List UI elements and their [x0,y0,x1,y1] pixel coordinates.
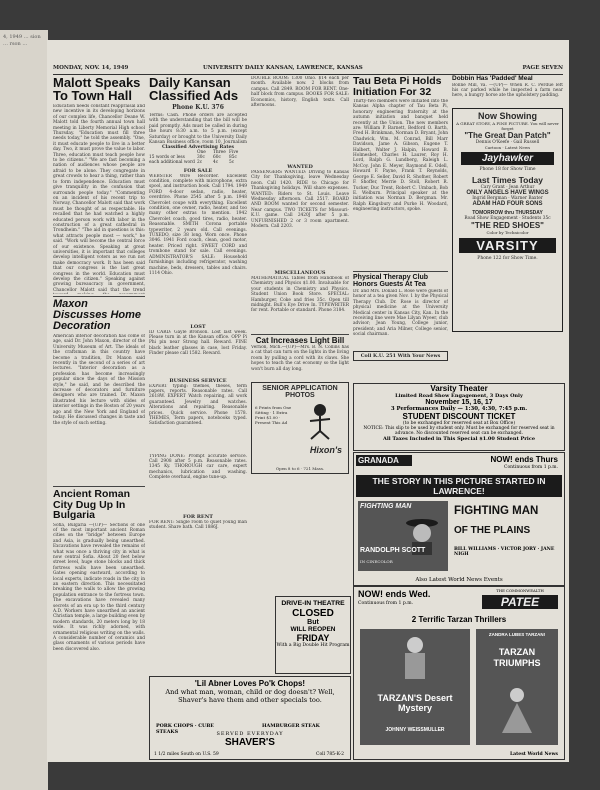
varsity-title: Varsity Theater [430,384,488,393]
classified-title: Daily Kansan Classified Ads [149,75,239,103]
granada-news: Also Latest World News Events [415,577,503,583]
granada-logo: GRANADA [356,455,412,466]
article-therapy-club: Dr. and Mrs. Donald L. Rose were guests of honor at a tea given Nov. 1 by the Physical Therapy Club. Dr. Rose is director of physical medicine at the University Medical center in Kansas City, Kan. In the receiving line were Mae Lilyan Wyeer, club advisor; Jean Young, College junior, president; and Aria Milner, College senior, social chairman. [353,289,448,338]
tarzan-triumphs-poster [476,629,558,745]
for-sale-ads: WEBSTER Wire Recorder. Excellent condition, complete with microphone, extra spool, and instruction book. Call 1794. 1949 FORD 4-door sedan, radio, heater, overdrive. Phone 2545 after 5 p.m. 1948 Chevrolet coupe with everything. Excellent condition, one owner, radio, heater, and too many other extras to mention. 1942 Chevrolet coach, good tires, radio, heater. Reasonable. SMITH Corona portable typewriter, 2 years old. Call evenings. TUXEDO, size 38 long. Worn once. Phone 3046. 1941 Ford coach, clean, good motor, heater. Priced right. SWEET CORD and trombone stand for sale. Call evenings. ADMINISTRATOR'S SALE: Household furnishings including refrigerator, washing machine, beds, dressers, tables and chairs. 1114 Ohio. [149,173,247,276]
header-page: PAGE SEVEN [522,65,563,71]
shaver-headline: 'Lil Abner Loves Po'k Chops! [194,679,306,688]
shaver-logo: SHAVER'S [225,737,275,748]
jungle-figure-icon [492,685,542,735]
business-ads: EXPERT typing: themes, theses, term papers, reports. Reasonable rates. Call 2618W. EXPERT Watch repairing, all work guaranteed. Jewelry and watches. Alterations and repairing. Reasonable prices. Quick service. Phone 1578. THEMES, Term papers, notebooks typed. Satisfaction guaranteed. [149,383,247,427]
shaver-phone: Coll 785-K-2 [316,752,344,757]
film-adam: ADAM HAD FOUR SONS [472,200,543,207]
headline-cat: Cat Increases Light Bill [255,336,345,345]
column-3 [251,76,349,474]
film-dan-patch: "The Great Dan Patch" [464,130,551,140]
newspaper-page [47,40,569,762]
article-maxon: American interior decoration has come of age, said Dr. John Maxon, director of the University Museum of Art. The ideals of the craftsman in this country have become a tradition, Dr. Maxon said recently in the second of a series of art lectures. "Interior decoration as a profession has become increasingly popular since the days of the Mission style," he said, and he described the increase of decorators and furniture designers who are trained. Dr. Maxon illustrated his lecture with slides of interior settings in the Boston of 20 years ago and the New York and England of today. He discussed changes in taste and the style of such setting. [53,334,145,426]
column-5 [452,76,563,332]
headline-therapy-club: Physical Therapy Club Honors Guests At Tea [353,274,429,288]
wanted-ads: PASSENGERS WANTED: Driving to Kansas City for Thanksgiving, leave Wednesday noon. Call 1420. RIDE to Chicago for Thanksgiving holidays. Will share expenses. WANTED: Riders to St. Louis. Leave Wednesday afternoon. Call 2517. BOARD AND ROOM wanted for second semester. Near campus. TWO TICKETS for Missouri-K.U. game. Call 2420J after 5 p.m. UNFURNISHED 2 or 3 room apartment. Modern. Call 2203. [251,170,349,230]
ticket-notice: NOTICE: This slip to be used by student only. Must be exchanged for reserved seat in advance. No discounted reserved seat can be exchanged. [363,426,555,436]
article-malott: Education needs constant reappraisal and new incentive in its developing horizons of our complex life, Chancellor Deane W. Malott told the fourth annual town hall meeting in Liberty Memorial High school Thursday. "Education must fill three needs today," he told the assembly. "One, it must educate people to live in a better day. Two, it must prove the value to labor. Three, education must teach people how to be citizens." "We are fast becoming a nation of audiences whose people are afraid to be alone. They congregate in great crowds to hear a thing, rather than to form independence. Education must give tranquility in the confusion that surrounds people today." "Commenting on an incident of his recent trip to Norway, Chancellor Malott said that work must be thought of as respectable. He recalled that he had watched a highly educated person work with labor in the construction of a great cathedral in Trondheim." "The aid in questions is this: what attracts people most — work," he said. "Work will become the central force of our existence. Speaking at great universities, it is important that colleges develop intelligent voters as we run not make democracy work. It has been said that our congress is the last great congress in the world. Education must develop the citizen." Speaking against growing bureaucracy in government, Chancellor Malott said that the trend [53,104,145,293]
section-for-sale: FOR SALE [183,167,213,174]
rent-ads: FOR RENT: Single room to quiet young man student. Share bath. Call 1886J. [149,519,247,531]
section-misc: MISCELLANEOUS [274,270,326,276]
granada-cast: BILL WILLIAMS · VICTOR JORY · JANE NIGH [454,547,555,557]
drive-in-closed: CLOSED [292,608,334,619]
headline-roman-city: Ancient Roman City Dug Up In Bulgaria [53,488,131,521]
article-roman-city: Sofia, Bulgaria —(UP)— Sections of one of the most important ancient Roman cities on the "bridge" between Europe and Asia, is gradually being unearthed. Excavations have revealed the remains of what was once a thriving city in what is now central Sofia. About 20 feet below street level, huge stone blocks and thick fortress walls have been unearthed. Gates opening eastward, according to local experts, indicate roads in the city in an eastern direction. This necessitated breaking the walls to allow the growing population entrance to the fortress town. The excavations have revealed many secrets of an era up to the third century A.D. Workers have unearthed an ancient Christian temple, a large building even by modern standards, 20 meters long by 18 wide. It was richly adorned, with ornamental religious writing on the walls. A considerable number of ceramics and glass ornaments of various periods have been discovered also. [53,522,145,652]
header-date: MONDAY, NOV. 14, 1949 [53,65,129,71]
varsity-phone: Phone 122 for Show Time. [477,255,538,261]
poster-scott: RANDOLPH SCOTT [360,547,426,554]
discount-ticket: STUDENT DISCOUNT TICKET [402,412,516,421]
poster-weissmuller: JOHNNY WEISSMULLER [385,727,445,733]
angels-stars: Cary Grant · Jean Arthur [480,184,535,190]
section-for-rent: FOR RENT [182,513,214,520]
typing-ads: TYPING DONE: Prompt accurate service. Call 2908 after 5 p.m. Reasonable rates. 1345 Ky. THOROUGH car care, expert mechanics, lubrication and washing. Complete overhaul, engine tune-up. [149,453,247,481]
patee-now: NOW! ends Wed. [358,589,431,599]
headline-tau-beta-pi: Tau Beta Pi Holds Initiation For 32 [353,75,442,98]
ticket-tax: All Taxes Included in This Special $1.00 Student Price [382,436,536,442]
shaver-item-hamburger: HAMBURGER STEAK [262,723,320,729]
granada-now: NOW! ends Thurs [490,455,558,464]
headline-maxon: Maxon Discusses Home Decoration [53,298,142,332]
hixon-title: SENIOR APPLICATION PHOTOS [262,385,338,399]
rates-row: 15 words or less 30c 60c 85c [149,155,237,161]
tomorrow-line: TOMORROW thru THURSDAY [472,209,543,216]
lost-ads: ID CARD: Gayle Bronson. Lost last week. Please turn in at the Kansan office. OPP Pi Phi pin near Strong hall. Reward. FINE black leather glasses in case, lost Friday. Finder please call 1582. Reward. [149,329,247,357]
ad-jayhawker-varsity [452,108,563,332]
classified-terms: Terms: Cash. Phone orders are accepted with the understanding that the bill will be paid promptly. Ads must be called in during the hours 8:30 a.m. to 5 p.m. (except Saturday) or brought to the University Daily Kansan Business office, room 10, Journalism [149,113,247,145]
granada-continuous: Continuous from 1 p.m. [504,465,558,470]
drive-in-program: With a Big Double Hit Program [276,643,350,648]
rates-header: One Three Five [197,150,239,155]
shaver-item-pork: PORK CHOPS · CUBE STEAKS [156,723,214,735]
varsity-discount-ticket [353,383,565,451]
tarzan-headline: 2 Terrific Tarzan Thrillers [411,615,507,624]
hixon-sub: 6 Prints from One Sitting · 1 Extra Print $1.00 · Present This Ad [255,405,292,425]
article-dobbin: Bonne Mill, Va. —(UP)— When R. C. Perdue left his car parked while he inspected a farm near here, a hungry horse ate the upholstery padding. [452,82,563,99]
film-only-angels: ONLY ANGELS HAVE WINGS [466,189,549,196]
film-fighting-man: FIGHTING MAN [454,505,539,517]
ad-shavers [149,676,351,760]
ad-patee [353,586,565,760]
cartoon-news: Cartoon · Latest News [484,144,531,150]
technicolor-line: Color by Technicolor [486,229,529,235]
article-cat: Vernon, Mich.—(UP)—Mrs. B. N. Collins has a cat that can turn on the lights in the living room by pulling a cord with its claws. She hopes to teach the cat economy so the light won't burn all day long. [251,345,349,372]
drive-in-reopen: WILL REOPEN [290,626,336,633]
patee-sub: THE COMMONWEALTH [496,588,544,593]
last-times-today: Last Times Today [471,174,543,185]
tarzan-figure-icon [385,635,445,685]
varsity-dates: November 15, 16, 17 [425,399,493,406]
section-business: BUSINESS SERVICE [169,377,227,384]
hixon-foot: Open 8 to 6 · 721 Mass. [275,466,325,471]
news-tip-line: Coll K.U. 251 With Your News [353,351,448,361]
student-cartoon-icon [296,401,344,441]
rates-row: each additional word 2c 4c 5c [149,160,235,166]
classified-phone: Phone K.U. 376 [172,104,224,111]
now-sub: A GREAT STORY, A FINE PICTURE. You will never forget [456,120,559,131]
granada-story: THE STORY IN THIS PICTURE STARTED IN LAWRENCE! [356,475,562,497]
poster-fighting: FIGHTING MAN [360,503,412,510]
section-lost: LOST [190,323,206,330]
patee-news: Latest World News [509,752,558,757]
ad-hixons [251,382,349,474]
shaver-address: 1 1/2 miles South on U.S. 59 [154,752,219,757]
shaver-served: SERVED EVERYDAY [216,731,284,737]
shaver-copy: And what man, woman, child or dog doesn't? Well, Shaver's have them and other specials too. [165,688,335,704]
ticket-sub: (to be exchanged for reserved seat at Box Office) [402,421,516,426]
poster-desert-title: TARZAN'S Desert Mystery [377,693,453,713]
patee-continuous: Continuous from 1 p.m. [358,601,414,606]
adjacent-page-binding [0,30,48,790]
headline-malott: Malott Speaks To Town Hall [53,75,141,103]
drive-in-but: But [307,619,319,626]
drive-in-title: DRIVE-IN THEATRE [281,600,345,607]
misc-ads: MATHEMATICAL Tables from Handbook of Chemistry and Physics $1.00. Invaluable for your students in Chemistry and Physics. Student Union Book Store. SPECIAL: Hamburger, Coke and fries 35c. Open till midnight. Bull's Eye Drive In. TYPEWRITER for rent. Portable or standard. Phone 3184. [251,276,349,314]
adam-stars: Ingrid Bergman · Warner Baxter [472,195,543,201]
hixon-logo: Hixon's [309,445,342,455]
rooms-ads: DOUBLE ROOM: 1300 Ohio. $14 each per month. Available now. 2 blocks from campus. Call 2849. ROOM FOR RENT. One-half block from campus. BOOKS FOR SALE: Economics, history, English texts. Call afternoons. [251,76,349,109]
header-paper: UNIVERSITY DAILY KANSAN, LAWRENCE, KANSAS [203,65,363,71]
column-4 [353,76,448,361]
tarzan-desert-poster [360,629,470,745]
article-tau-beta-pi: Thirty-two members were initiated into the Kansas Alpha chapter of Tau Beta Pi, honorary engineering fraternity at the autumn initiation and banquet held recently at the Union. The new members are: William P. Barnett, Bedford O. Barth, Fred H. Brinkman, Norman D. Bryant, John Chadwick, Wm. M. Conrad, Bill Marr Davidson, Jame A. Gibson, Eugene T. Halbert, Walter J. Halpin, Howard B. Holmesbet, Charles H. Laurer, Roy H. Lord, Ralph G. Lundberg, Raleigh L. McCoy. John E. Meyer, Raymond E. Odell, Howard F. Payne, Frank T. Reynolds, George E. Seller, David R. Shofner, Robert F. Shoffer, Merrie D. Stoll, Robert R. Tucker, Duc Trent, Robert C. Umbach, Bob E. Welburn. Principal speaker at the initiation was Norman D. Bergman. Mr. Ralph Kingsbury and Purke H. Woodard, engineering instructors, spoke. [353,99,448,213]
headline-dobbin: Dobbin Has 'Padded' Meal [452,75,533,82]
ad-drive-in [275,596,351,674]
poster-zandra: ZANDRA LUBES TARZAN! [488,632,546,637]
dan-patch-stars: Dennis O'Keefe · Gail Russell [475,139,540,145]
page-header [53,64,563,75]
randolph-scott-poster [358,501,448,571]
ad-granada [353,452,565,586]
poster-cinecolor: IN CINECOLOR [360,559,393,564]
varsity-sub: Limited Road Show Engagement, 3 Days Only [395,393,523,399]
patee-logo: PATEE [482,595,558,609]
poster-triumphs-title: TARZAN TRIUMPHS [493,647,541,668]
rates-title: Classified Advertising Rates [161,145,235,150]
now-showing: Now Showing [478,110,537,121]
section-wanted: WANTED [287,164,313,170]
jayhawker-phone: Phone 18 for Show Time [479,166,536,172]
column-1 [53,76,145,701]
drive-in-friday: FRIDAY [296,633,330,643]
film-red-shoes: "THE RED SHOES" [471,220,544,230]
film-of-the-plains: OF THE PLAINS [454,525,531,536]
varsity-logo: VARSITY [459,238,556,253]
binding-text: 4, 1949 … sion … rson … [3,34,41,47]
jayhawker-logo: Jayhawker [461,152,554,165]
road-show-line: Road Show Engagement · Students 35c [464,215,551,221]
column-2-classifieds [149,76,247,536]
varsity-times: 3 Performances Daily — 1:30, 4:30, 7:45 p.m. [390,406,528,412]
